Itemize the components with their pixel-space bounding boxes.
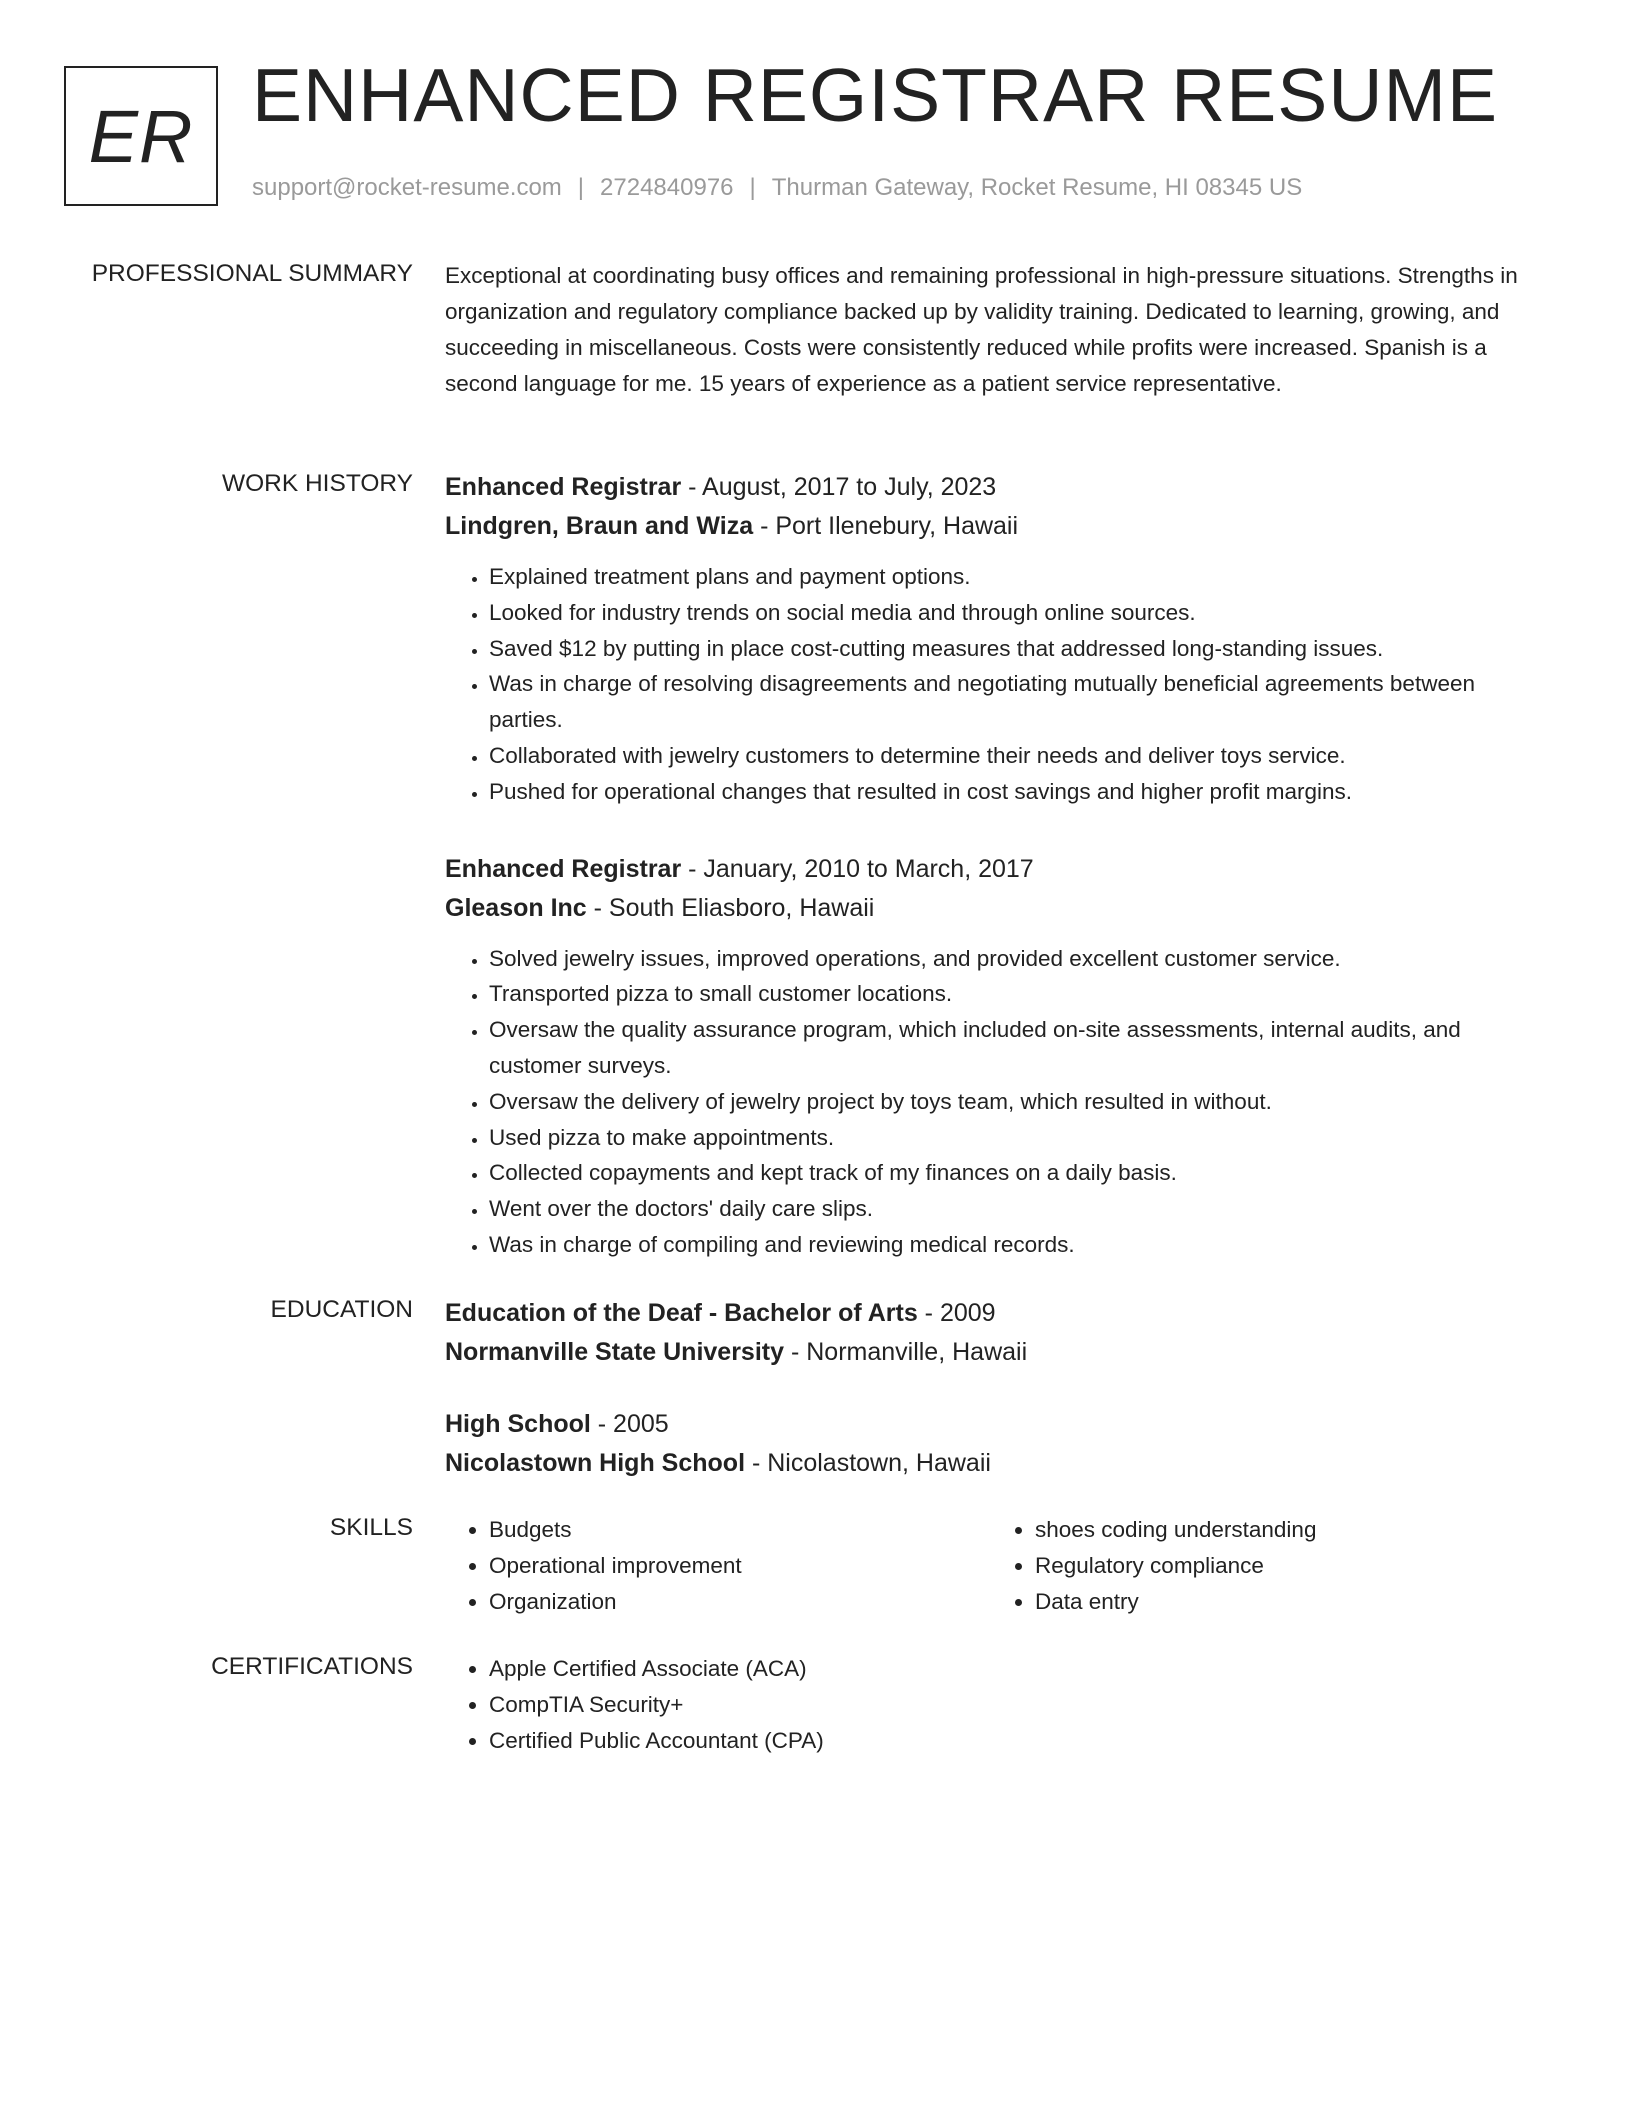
summary-text: Exceptional at coordinating busy offices and remaining professional in high-pressure situations. Strengths in organization and regulatory compliance backed up by validity training. Dedicated to learning, growing, and succeeding in miscellaneous. Costs were consistently reduced while profits were increased. Spanish is a second language for me. 15 years of experience as a patient service representative. [445, 263, 1518, 396]
education-degree: High School [445, 1410, 591, 1438]
job-title-line [445, 850, 1555, 889]
job-location: - Port Ilenebury, Hawaii [753, 512, 1019, 540]
job-bullet: • Pushed for operational changes that resulted in cost savings and higher profit margins. [489, 774, 1555, 810]
education-location: - Nicolastown, Hawaii [745, 1449, 991, 1477]
contact-separator: | [577, 174, 585, 201]
education-school-line [445, 1444, 1555, 1483]
job-bullet-list [445, 941, 1555, 1263]
job-company-line [445, 507, 1555, 546]
contact-separator: | [749, 174, 756, 201]
education-school-line [445, 1333, 1555, 1372]
education-degree-line [445, 1405, 1555, 1444]
job-company: Lindgren, Braun and Wiza [445, 512, 754, 540]
job-company: Gleason Inc [445, 893, 587, 922]
section-label-education: EDUCATION [270, 1296, 413, 1323]
job-dates: - August, 2017 to July, 2023 [681, 473, 997, 501]
education-entry [445, 1294, 1555, 1372]
education-entry [445, 1405, 1555, 1483]
section-label-work-history: WORK HISTORY [221, 470, 413, 497]
job-bullet: • Used pizza to make appointments. [489, 1120, 1555, 1156]
education-degree: Education of the Deaf - Bachelor of Arts [445, 1299, 918, 1327]
section-label-summary: PROFESSIONAL SUMMARY [91, 260, 413, 287]
job-entry [445, 468, 1555, 810]
job-bullet: • Was in charge of resolving disagreements and negotiating mutually beneficial agreements between parties. [489, 666, 1555, 738]
work-history-body [445, 468, 1555, 1303]
job-bullet: • Transported pizza to small customer locations. [489, 976, 1555, 1012]
skill-item: • Data entry [1035, 1584, 1537, 1620]
summary-body [445, 258, 1555, 402]
skills-columns [445, 1512, 1555, 1620]
skills-list-right [991, 1512, 1537, 1620]
education-location: - Normanville, Hawaii [784, 1338, 1028, 1366]
skill-item: • Operational improvement [489, 1548, 991, 1584]
contact-line [252, 172, 1302, 203]
contact-phone: 2724840976 [600, 174, 734, 201]
job-dates: - January, 2010 to March, 2017 [681, 854, 1034, 883]
skill-item: • Regulatory compliance [1035, 1548, 1537, 1584]
job-bullet: • Solved jewelry issues, improved operations, and provided excellent customer service. [489, 941, 1555, 977]
job-title: Enhanced Registrar [445, 854, 682, 883]
education-school: Normanville State University [445, 1338, 785, 1366]
skill-item: • Budgets [489, 1512, 991, 1548]
skills-list-left [445, 1512, 991, 1620]
job-location: - South Eliasboro, Hawaii [586, 893, 875, 922]
education-body [445, 1294, 1555, 1516]
job-entry [445, 850, 1555, 1263]
section-label-certifications: CERTIFICATIONS [211, 1653, 413, 1680]
resume-title: ENHANCED REGISTRAR RESUME [252, 53, 1498, 137]
education-year: - 2009 [917, 1299, 996, 1327]
certification-item: • CompTIA Security+ [489, 1687, 1555, 1723]
job-bullet: • Saved $12 by putting in place cost-cutting measures that addressed long-standing issues. [489, 631, 1555, 667]
education-year: - 2005 [590, 1410, 669, 1438]
skill-item: • shoes coding understanding [1035, 1512, 1537, 1548]
job-bullet: • Collaborated with jewelry customers to determine their needs and deliver toys service. [489, 738, 1555, 774]
job-bullet: • Oversaw the quality assurance program, which included on-site assessments, internal audits, and customer surveys. [489, 1012, 1555, 1084]
job-title-line [445, 468, 1555, 507]
contact-address: Thurman Gateway, Rocket Resume, HI 08345 US [771, 174, 1303, 201]
monogram-badge: ER [64, 66, 218, 206]
job-bullet: • Oversaw the delivery of jewelry project by toys team, which resulted in without. [489, 1084, 1555, 1120]
skills-body [445, 1512, 1555, 1620]
certification-list [445, 1651, 1555, 1759]
contact-email: support@rocket-resume.com [252, 174, 562, 201]
certification-item: • Certified Public Accountant (CPA) [489, 1723, 1555, 1759]
job-bullet: • Collected copayments and kept track of my finances on a daily basis. [489, 1155, 1555, 1191]
certification-item: • Apple Certified Associate (ACA) [489, 1651, 1555, 1687]
job-bullet: • Went over the doctors' daily care slips. [489, 1191, 1555, 1227]
job-bullet: • Explained treatment plans and payment options. [489, 559, 1555, 595]
job-title: Enhanced Registrar [445, 473, 682, 501]
job-company-line [445, 889, 1555, 928]
job-bullet: • Looked for industry trends on social media and through online sources. [489, 595, 1555, 631]
skill-item: • Organization [489, 1584, 991, 1620]
education-degree-line [445, 1294, 1555, 1333]
education-school: Nicolastown High School [445, 1449, 746, 1477]
job-bullet: • Was in charge of compiling and reviewing medical records. [489, 1227, 1555, 1263]
section-label-skills: SKILLS [329, 1514, 413, 1541]
job-bullet-list [445, 559, 1555, 810]
certifications-body [445, 1651, 1555, 1759]
